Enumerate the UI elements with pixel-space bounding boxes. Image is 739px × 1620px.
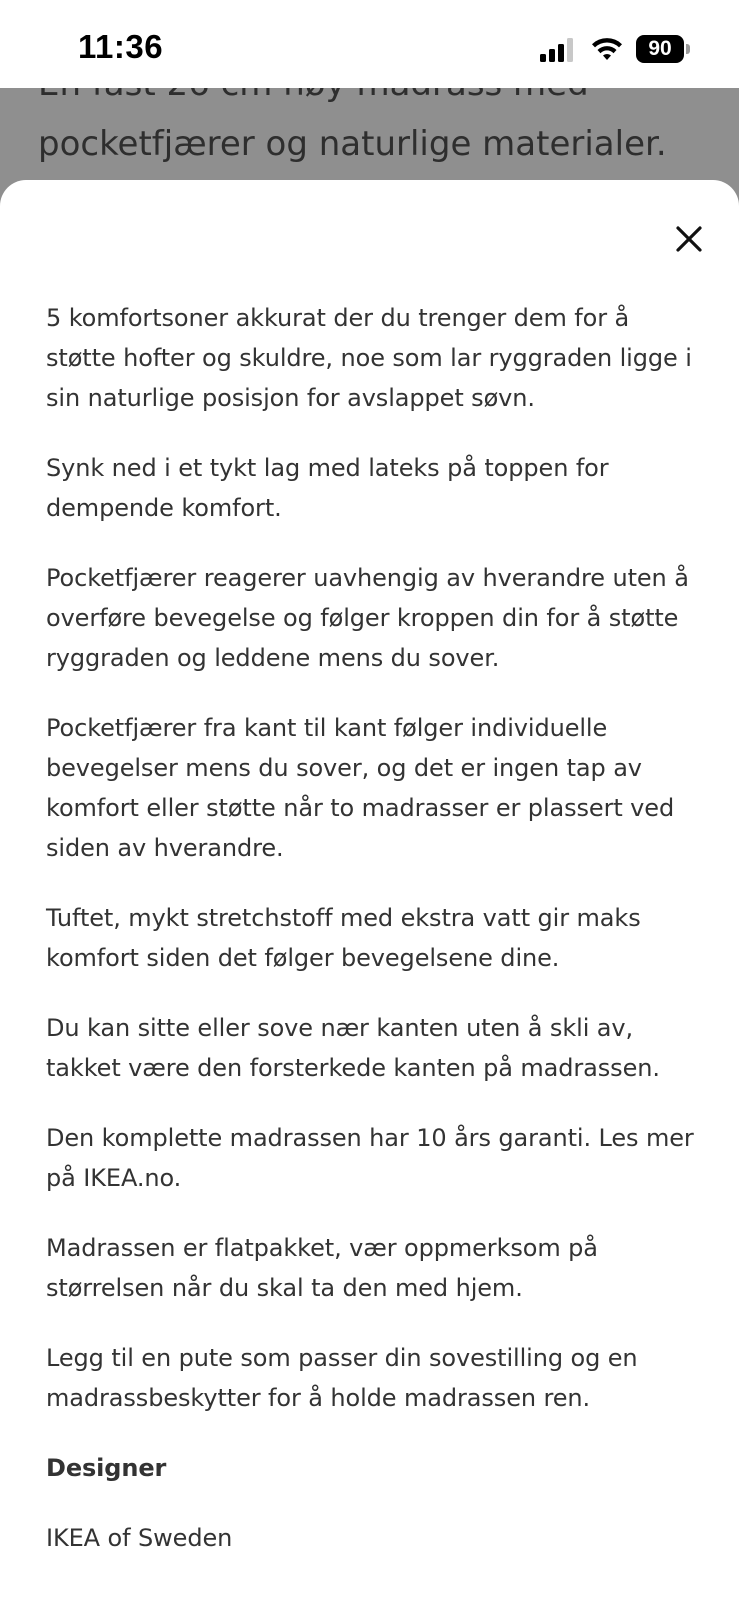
battery-icon — [636, 35, 692, 63]
detail-paragraph: Den komplette madrassen har 10 års garanti. Les mer på IKEA.no. — [46, 1124, 694, 1192]
status-time: 11:36 — [78, 28, 164, 65]
close-button[interactable] — [666, 216, 712, 262]
battery-tip — [686, 44, 690, 54]
wifi-icon — [591, 36, 623, 62]
detail-paragraph: Tuftet, mykt stretchstoff med ekstra vatt gir maks komfort siden det følger bevegelsene dine. — [46, 904, 641, 972]
product-details-sheet — [0, 180, 739, 1620]
close-icon — [676, 226, 702, 252]
status-bar — [0, 0, 739, 88]
signal-icon — [540, 38, 576, 62]
detail-paragraph: Du kan sitte eller sove nær kanten uten å skli av, takket være den forsterkede kanten på madrassen. — [46, 1014, 660, 1082]
battery-level: 90 — [648, 37, 672, 60]
detail-paragraph: Synk ned i et tykt lag med lateks på toppen for dempende komfort. — [46, 454, 609, 522]
detail-paragraph: Pocketfjærer reagerer uavhengig av hverandre uten å overføre bevegelse og følger kroppen din for å støtte ryggraden og leddene mens du sover. — [46, 564, 689, 672]
designer-label: Designer — [46, 1454, 167, 1482]
detail-paragraph: 5 komfortsoner akkurat der du trenger dem for å støtte hofter og skuldre, noe som lar ryggraden ligge i sin naturlige posisjon for avslappet søvn. — [46, 304, 692, 412]
battery-body — [636, 35, 684, 63]
description-line: pocketfjærer og naturlige materialer. — [38, 124, 667, 164]
designer-value: IKEA of Sweden — [46, 1524, 233, 1552]
detail-paragraph: Madrassen er flatpakket, vær oppmerksom på størrelsen når du skal ta den med hjem. — [46, 1234, 598, 1302]
detail-paragraph: Pocketfjærer fra kant til kant følger individuelle bevegelser mens du sover, og det er ingen tap av komfort eller støtte når to madrasser er plassert ved siden av hverandre. — [46, 714, 675, 862]
detail-paragraph: Legg til en pute som passer din sovestilling og en madrassbeskytter for å holde madrassen ren. — [46, 1344, 638, 1412]
product-details-content — [46, 298, 706, 1588]
